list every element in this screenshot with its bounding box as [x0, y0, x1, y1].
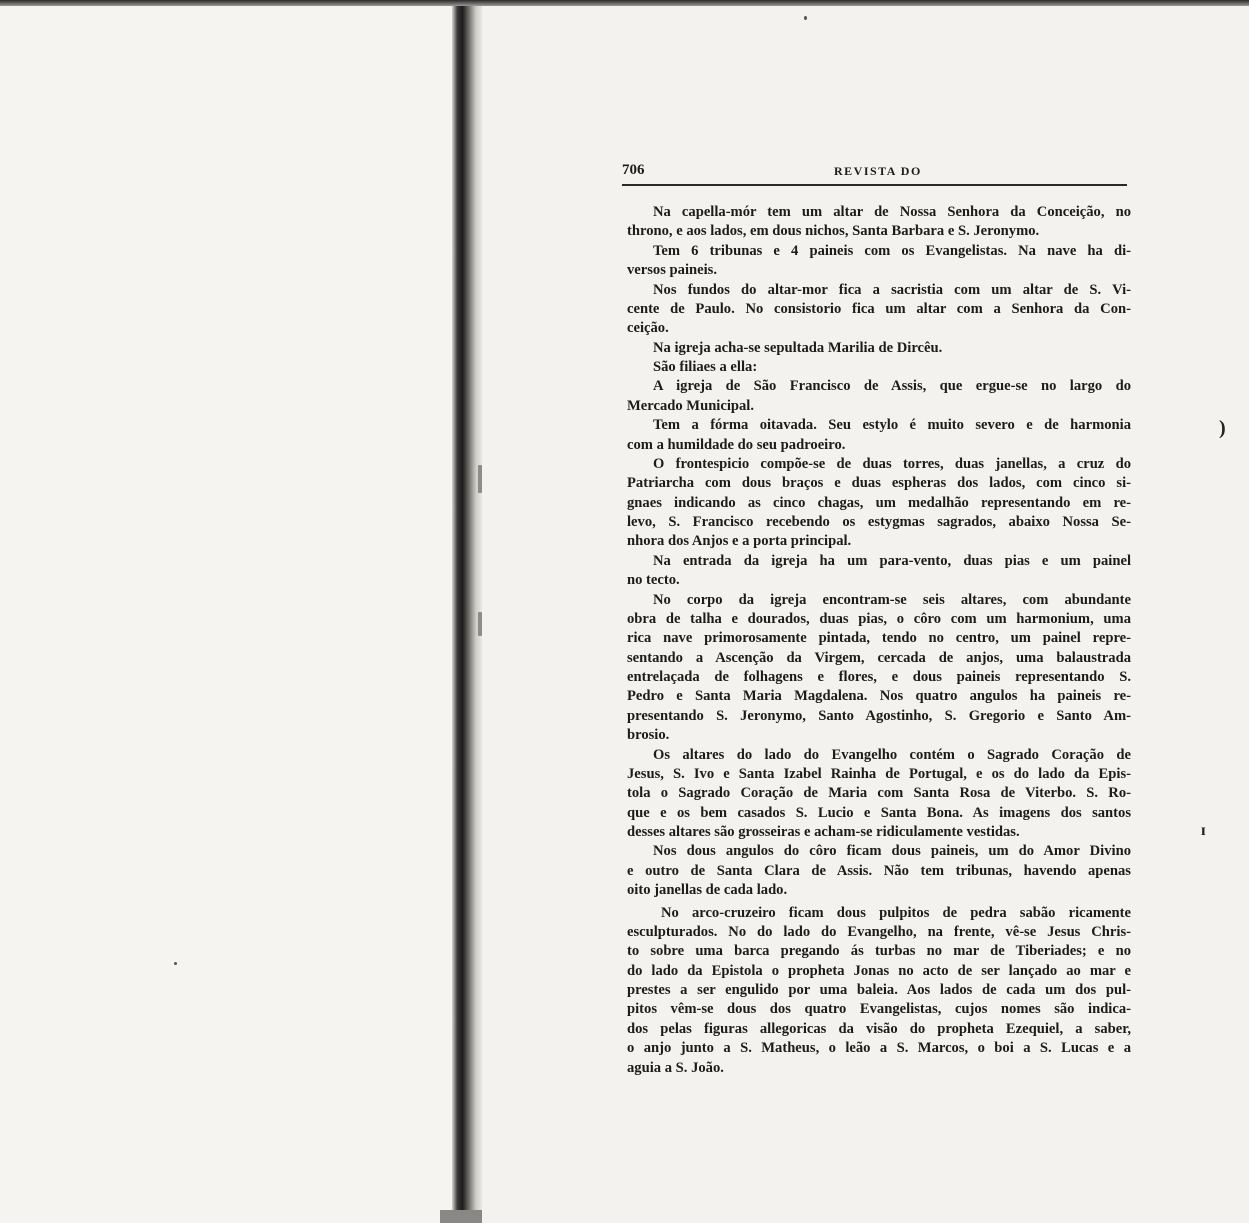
- text-line: Na entrada da igreja ha um para-vento, duas pias e um painel: [653, 552, 1131, 569]
- text-line: cente de Paulo. No consistorio fica um altar com a Senhora da Con-: [627, 300, 1131, 317]
- header-rule: [622, 184, 1127, 186]
- text-line: levo, S. Francisco recebendo os estygmas sagrados, abaixo Nossa Se-: [627, 514, 1131, 530]
- running-title: REVISTA DO: [834, 164, 922, 178]
- text-line: desses altares são grosseiras e acham-se ridiculamente vestidas.: [627, 824, 1020, 840]
- text-line: no tecto.: [627, 572, 680, 589]
- text-line: oito janellas de cada lado.: [627, 882, 788, 899]
- text-line: nhora dos Anjos e a porta principal.: [627, 533, 852, 550]
- text-line: Tem a fórma oitavada. Seu estylo é muito severo e de harmonia: [653, 417, 1131, 434]
- margin-mark: ɪ: [1201, 822, 1206, 839]
- text-line: ceição.: [627, 320, 669, 337]
- body-text: [627, 203, 1131, 1078]
- text-line: São filiaes a ella:: [653, 359, 758, 375]
- text-line: Os altares do lado do Evangelho contém o Sagrado Coração de: [653, 746, 1131, 763]
- text-line: Nos dous angulos do côro ficam dous paineis, um do Amor Divino: [653, 843, 1131, 860]
- text-line: rica nave primorosamente pintada, tendo no centro, um painel repre-: [627, 630, 1131, 647]
- gutter-shadow: [440, 1210, 485, 1223]
- text-line: Jesus, S. Ivo e Santa Izabel Rainha de Portugal, e os do lado da Epis-: [627, 765, 1131, 782]
- text-line: Patriarcha com dous braços e duas espheras dos lados, com cinco si-: [627, 475, 1131, 492]
- text-line: presentando S. Jeronymo, Santo Agostinho, S. Gregorio e Santo Am-: [627, 707, 1131, 724]
- text-line: que e os bem casados S. Lucio e Santa Bona. As imagens dos santos: [627, 804, 1131, 821]
- left-blank-page: [0, 0, 455, 1223]
- text-line: Tem 6 tribunas e 4 paineis com os Evangelistas. Na nave ha di-: [653, 242, 1131, 259]
- text-line: entrelaçada de folhagens e flores, e dous paineis representando S.: [627, 669, 1131, 685]
- text-line: versos paineis.: [627, 262, 717, 279]
- text-line: o anjo junto a S. Matheus, o leão a S. Marcos, o boi a S. Lucas e a: [627, 1040, 1131, 1057]
- text-line: A igreja de São Francisco de Assis, que ergue-se no largo do: [653, 378, 1131, 395]
- text-line: prestes a ser engulido por uma baleia. Aos lados de cada um dos pul-: [627, 982, 1131, 998]
- text-line: throno, e aos lados, em dous nichos, Santa Barbara e S. Jeronymo.: [627, 223, 1040, 240]
- scan-speck: [804, 16, 807, 20]
- text-line: sentando a Ascenção da Virgem, cercada de anjos, uma balaustrada: [627, 649, 1131, 666]
- text-line: com a humildade do seu padroeiro.: [627, 436, 846, 453]
- margin-mark: ): [1219, 417, 1226, 439]
- page-number: 706: [622, 162, 645, 178]
- page-header: [622, 160, 1127, 182]
- text-line: esculpturados. No do lado do Evangelho, na frente, vê-se Jesus Chris-: [627, 923, 1131, 940]
- text-line: No arco-cruzeiro ficam dous pulpitos de pedra sabão ricamente: [661, 904, 1131, 921]
- text-line: e outro de Santa Clara de Assis. Não tem tribunas, havendo apenas: [627, 862, 1131, 879]
- scan-speck: [478, 465, 482, 493]
- scan-speck: [478, 612, 482, 636]
- text-line: to sobre uma barca pregando ás turbas no mar de Tiberiades; e no: [627, 943, 1131, 960]
- text-line: aguia a S. João.: [627, 1059, 724, 1076]
- text-line: pitos vêm-se dous dos quatro Evangelistas, cujos nomes são indica-: [627, 1001, 1131, 1018]
- text-line: Nos fundos do altar-mor fica a sacristia com um altar de S. Vi-: [653, 281, 1131, 298]
- text-line: do lado da Epistola o propheta Jonas no acto de ser lançado ao mar e: [627, 962, 1131, 979]
- text-line: Na igreja acha-se sepultada Marilia de Dircêu.: [653, 339, 943, 356]
- text-line: gnaes indicando as cinco chagas, um medalhão representando em re-: [627, 494, 1131, 511]
- text-line: tola o Sagrado Coração de Maria com Santa Rosa de Viterbo. S. Ro-: [627, 785, 1131, 802]
- text-line: dos pelas figuras allegoricas da visão do propheta Ezequiel, a saber,: [627, 1020, 1131, 1037]
- text-line: Na capella-mór tem um altar de Nossa Senhora da Conceição, no: [653, 204, 1131, 220]
- text-line: brosio.: [627, 727, 670, 744]
- text-line: O frontespicio compõe-se de duas torres, duas janellas, a cruz do: [653, 455, 1131, 472]
- text-line: Mercado Municipal.: [627, 397, 755, 414]
- text-line: No corpo da igreja encontram-se seis altares, com abundante: [653, 591, 1131, 608]
- text-line: Pedro e Santa Maria Magdalena. Nos quatro angulos ha paineis re-: [627, 688, 1131, 705]
- text-line: obra de talha e dourados, duas pias, o côro com um harmonium, uma: [627, 610, 1131, 627]
- scan-speck: [174, 962, 177, 965]
